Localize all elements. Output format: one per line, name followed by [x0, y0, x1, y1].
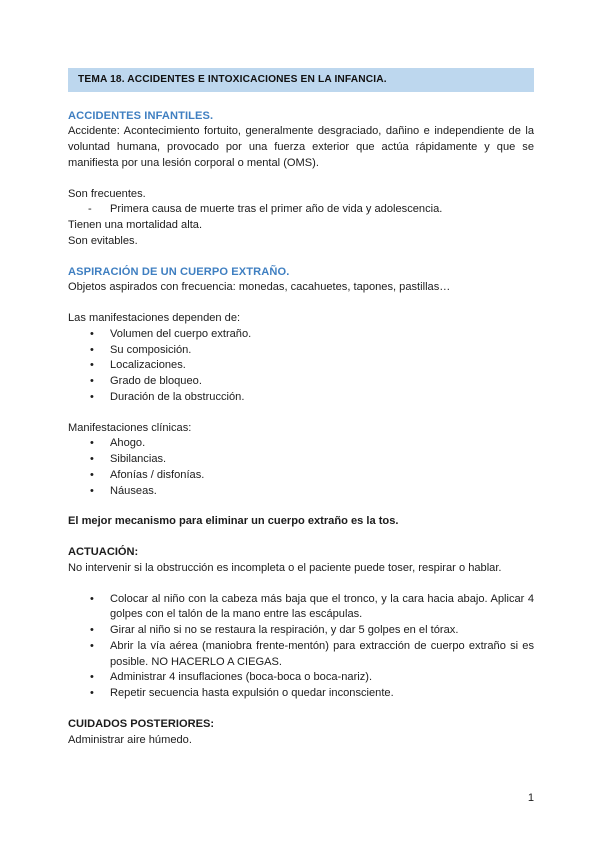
spacer	[68, 499, 534, 514]
list-item: • Repetir secuencia hasta expulsión o quedar inconsciente.	[68, 686, 534, 702]
list-item: • Afonías / disfonías.	[68, 468, 534, 484]
list-item: • Colocar al niño con la cabeza más baja que el tronco, y la cara hacia abajo. Aplicar 4 golpes con el talón de la mano entre las escápulas.	[68, 592, 534, 624]
list-item: • Abrir la vía aérea (maniobra frente-mentón) para extracción de cuerpo extraño si es posible. NO HACERLO A CIEGAS.	[68, 639, 534, 671]
list-item: • Duración de la obstrucción.	[68, 390, 534, 406]
heading-aspiracion-cuerpo-extrano: ASPIRACIÓN DE UN CUERPO EXTRAÑO.	[68, 265, 290, 278]
list-manifestaciones-clinicas	[68, 436, 534, 499]
page-number: 1	[527, 792, 534, 804]
spacer	[68, 172, 534, 187]
paragraph-cuidados-posteriores: Administrar aire húmedo.	[68, 733, 192, 746]
paragraph-accidente-definicion: Accidente: Acontecimiento fortuito, generalmente desgraciado, dañino e independiente de la voluntad humana, provocado por una fuerza exterior que actúa rápidamente y que se manifiesta por una lesión corporal o mental (OMS).	[68, 125, 534, 169]
paragraph-actuacion-intro: No intervenir si la obstrucción es incompleta o el paciente puede toser, respirar o hablar.	[68, 561, 502, 574]
paragraph-objetos-aspirados: Objetos aspirados con frecuencia: monedas, cacahuetes, tapones, pastillas…	[68, 281, 451, 294]
spacer	[68, 406, 534, 421]
document-content	[68, 68, 534, 804]
heading-actuacion: ACTUACIÓN:	[68, 546, 139, 559]
list-manifestaciones-dependen	[68, 327, 534, 406]
spacer	[68, 702, 534, 717]
spacer	[68, 577, 534, 592]
spacer	[68, 250, 534, 265]
list-item: • Náuseas.	[68, 484, 534, 500]
list-item: • Girar al niño si no se restaura la respiración, y dar 5 golpes en el tórax.	[68, 623, 534, 639]
line-son-frecuentes: Son frecuentes.	[68, 187, 146, 200]
label-manifestaciones-dependen: Las manifestaciones dependen de:	[68, 312, 241, 325]
line-son-evitables: Son evitables.	[68, 234, 138, 247]
list-item: • Grado de bloqueo.	[68, 374, 534, 390]
list-item: • Sibilancias.	[68, 452, 534, 468]
heading-cuidados-posteriores: CUIDADOS POSTERIORES:	[68, 717, 215, 730]
spacer	[68, 530, 534, 545]
list-item: • Administrar 4 insuflaciones (boca-boca o boca-nariz).	[68, 670, 534, 686]
heading-accidentes-infantiles: ACCIDENTES INFANTILES.	[68, 109, 214, 122]
list-item: - Primera causa de muerte tras el primer año de vida y adolescencia.	[68, 202, 534, 218]
line-mortalidad-alta: Tienen una mortalidad alta.	[68, 219, 203, 232]
list-item: • Ahogo.	[68, 436, 534, 452]
list-item: • Volumen del cuerpo extraño.	[68, 327, 534, 343]
spacer	[68, 296, 534, 311]
list-actuacion-pasos	[68, 592, 534, 702]
document-title-banner: TEMA 18. ACCIDENTES E INTOXICACIONES EN LA INFANCIA.	[68, 68, 534, 92]
label-manifestaciones-clinicas: Manifestaciones clínicas:	[68, 421, 192, 434]
list-item: • Su composición.	[68, 343, 534, 359]
list-causas-muerte	[68, 202, 534, 218]
statement-mejor-mecanismo: El mejor mecanismo para eliminar un cuerpo extraño es la tos.	[68, 515, 399, 528]
list-item: • Localizaciones.	[68, 358, 534, 374]
